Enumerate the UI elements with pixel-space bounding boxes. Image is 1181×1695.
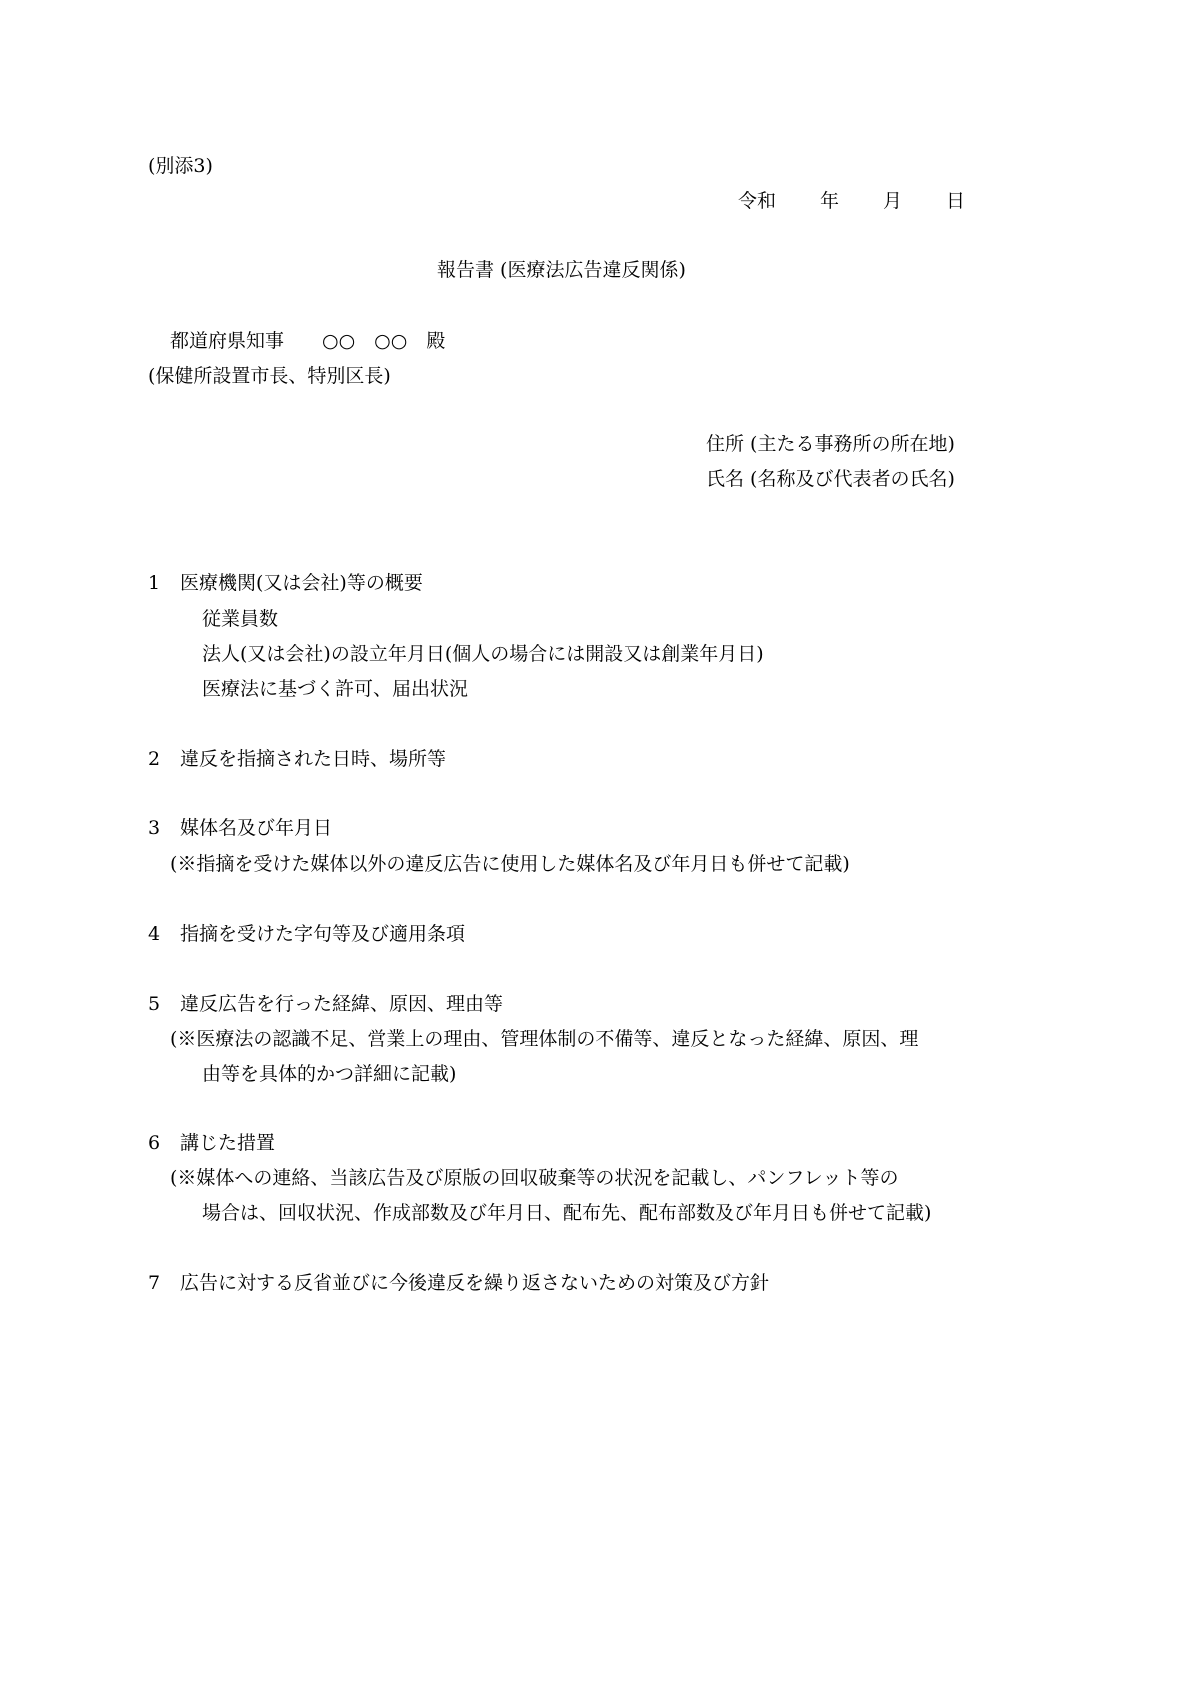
section-title: 広告に対する反省並びに今後違反を繰り返さないための対策及び方針: [180, 1272, 770, 1294]
section-note-continued: 場合は、回収状況、作成部数及び年月日、配布先、配布部数及び年月日も併せて記載): [202, 1202, 932, 1224]
section-number: 6: [148, 1132, 161, 1154]
date-era: 令和: [738, 190, 777, 212]
section-note: (※媒体への連絡、当該広告及び原版の回収破棄等の状況を記載し、パンフレット等の: [170, 1167, 899, 1189]
section-item: 法人(又は会社)の設立年月日(個人の場合には開設又は創業年月日): [202, 643, 764, 665]
date-line: [738, 189, 965, 213]
sender-name-label: 氏名 (名称及び代表者の氏名): [706, 468, 955, 490]
section-title: 医療機関(又は会社)等の概要: [180, 572, 423, 594]
section-title: 指摘を受けた字句等及び適用条項: [180, 923, 466, 945]
section-number: 7: [148, 1272, 161, 1294]
section-number: 3: [148, 817, 161, 839]
section-note: (※指摘を受けた媒体以外の違反広告に使用した媒体名及び年月日も併せて記載): [170, 853, 850, 875]
date-day-unit: 日: [946, 190, 966, 212]
section-note: (※医療法の認識不足、営業上の理由、管理体制の不備等、違反となった経緯、原因、理: [170, 1028, 919, 1050]
document-title: 報告書 (医療法広告違反関係): [437, 259, 686, 281]
section-note-continued: 由等を具体的かつ詳細に記載): [202, 1063, 457, 1085]
annex-label: (別添3): [148, 155, 213, 177]
section-title: 違反広告を行った経緯、原因、理由等: [180, 993, 504, 1015]
section-item: 医療法に基づく許可、届出状況: [202, 678, 469, 700]
section-title: 講じた措置: [180, 1132, 276, 1154]
date-month-unit: 月: [883, 190, 903, 212]
date-year-unit: 年: [820, 190, 840, 212]
section-item: 従業員数: [202, 608, 279, 630]
section-number: 4: [148, 923, 161, 945]
section-title: 媒体名及び年月日: [180, 817, 333, 839]
section-number: 1: [148, 572, 161, 594]
addressee-alternates: (保健所設置市長、特別区長): [148, 365, 391, 387]
sender-address-label: 住所 (主たる事務所の所在地): [706, 433, 955, 455]
section-number: 2: [148, 748, 161, 770]
addressee-line: 都道府県知事 ○○ ○○ 殿: [170, 330, 446, 352]
section-title: 違反を指摘された日時、場所等: [180, 748, 447, 770]
section-number: 5: [148, 993, 161, 1015]
